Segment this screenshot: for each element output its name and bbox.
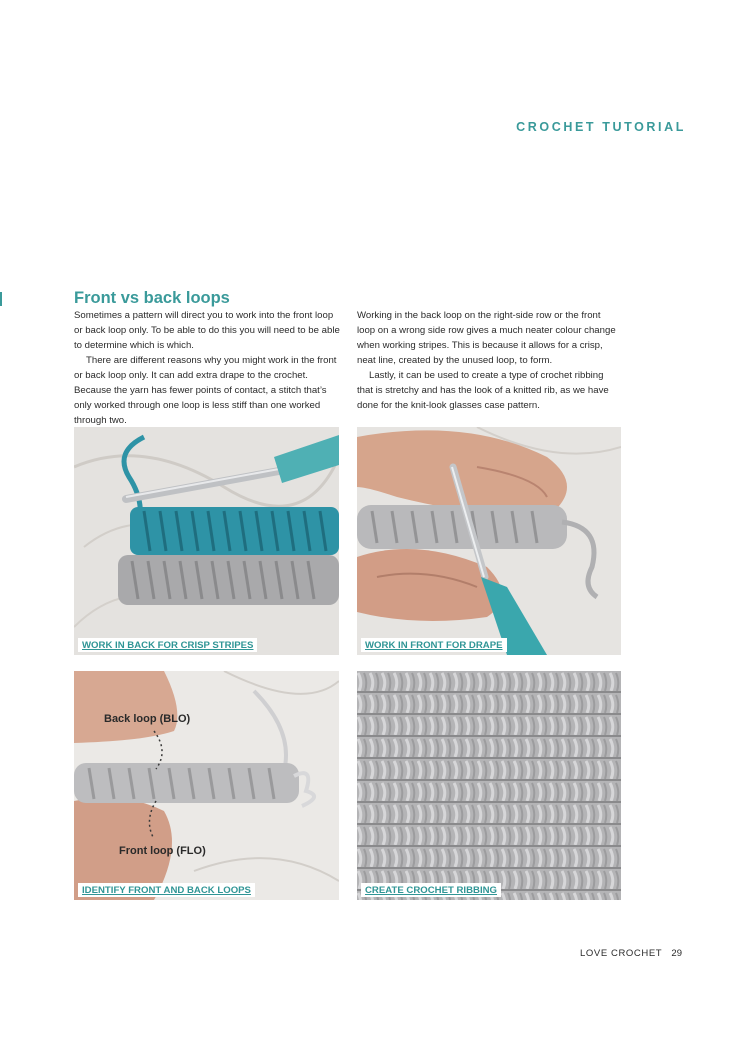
photo-back-loop-stripes [74, 427, 339, 655]
photo-caption: IDENTIFY FRONT AND BACK LOOPS [78, 883, 255, 897]
photo-crochet-ribbing [357, 671, 621, 900]
photo-caption: WORK IN BACK FOR CRISP STRIPES [78, 638, 257, 652]
edge-marker [0, 292, 2, 306]
paragraph: Working in the back loop on the right-side row or the front loop on a wrong side row gives a much neater colour change when working stripes. This is because it allows for a crisp, neat line, created by the unused loop, to form. [357, 310, 616, 366]
crochet-stripes-illustration [74, 427, 339, 655]
crochet-drape-illustration [357, 427, 621, 655]
section-label: CROCHET TUTORIAL [516, 120, 686, 134]
paragraph: Lastly, it can be used to create a type of crochet ribbing that is stretchy and has the look of a knitted rib, as we have done for the knit-look glasses case pattern. [357, 370, 609, 411]
page-number: 29 [671, 948, 682, 959]
right-column [357, 308, 621, 413]
front-loop-label: Front loop (FLO) [119, 845, 206, 857]
left-column [74, 308, 342, 428]
back-loop-label: Back loop (BLO) [104, 713, 191, 725]
crochet-ribbing-illustration [357, 671, 621, 900]
crochet-loops-illustration [74, 671, 339, 900]
article-title: Front vs back loops [74, 289, 230, 307]
photo-caption: WORK IN FRONT FOR DRAPE [361, 638, 507, 652]
photo-front-loop-drape [357, 427, 621, 655]
photo-identify-loops [74, 671, 339, 900]
magazine-name: LOVE CROCHET [580, 948, 663, 959]
paragraph: There are different reasons why you might work in the front or back loop only. It can add extra drape to the crochet. Because the yarn has fewer points of contact, a stitch that’s only worked through one loop is less stiff than one worked through two. [74, 355, 337, 426]
paragraph: Sometimes a pattern will direct you to work into the front loop or back loop only. To be able to do this you will need to be able to determine which is which. [74, 310, 340, 351]
photo-caption: CREATE CROCHET RIBBING [361, 883, 501, 897]
page-footer [580, 948, 682, 959]
